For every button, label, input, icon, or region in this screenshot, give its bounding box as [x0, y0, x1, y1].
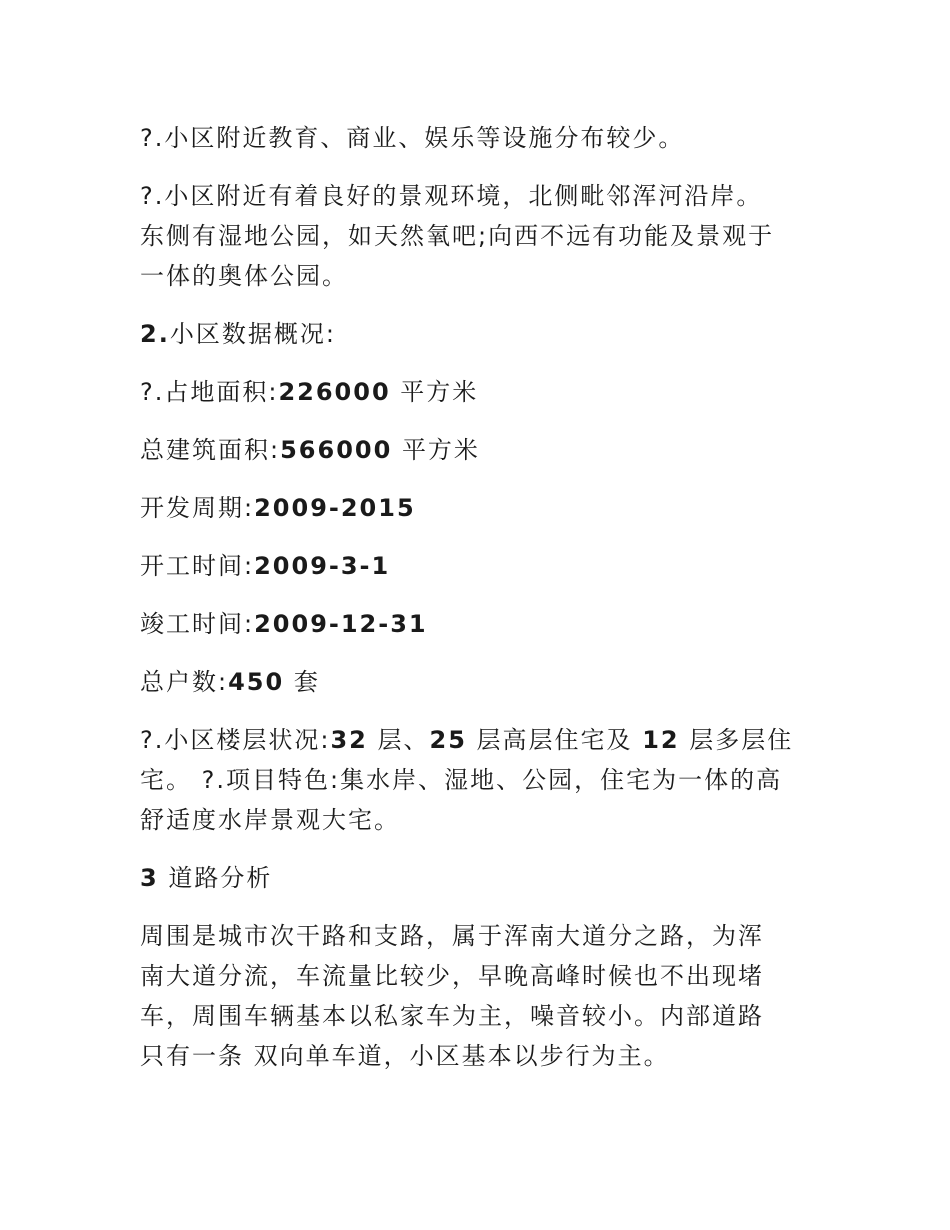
- floors-paragraph: [140, 720, 820, 840]
- households-row: [140, 662, 820, 702]
- facility-text: ?.小区附近教育、商业、娱乐等设施分布较少。: [140, 124, 685, 152]
- section-2-number: 2.: [140, 320, 170, 348]
- households-label: 总户数:: [140, 668, 229, 696]
- road-paragraph: [140, 916, 820, 1076]
- floors-count-1: 32: [330, 726, 368, 754]
- land-area-unit: 平方米: [400, 378, 479, 406]
- road-line-3: 车，周围车辆基本以私家车为主，噪音较小。内部道路: [140, 1002, 764, 1030]
- dev-cycle-value: 2009-2015: [254, 494, 416, 522]
- households-unit: 套: [293, 668, 320, 696]
- floors-label: ?.小区楼层状况:: [140, 726, 331, 754]
- landscape-line-2: 东侧有湿地公园，如天然氧吧;向西不远有功能及景观于: [140, 222, 775, 250]
- road-line-4: 只有一条 双向单车道，小区基本以步行为主。: [140, 1042, 670, 1070]
- section-3-title: 道路分析: [168, 864, 273, 892]
- floors-count-3: 12: [642, 726, 680, 754]
- section-2-heading: [140, 314, 820, 354]
- floors-text-1: 层、: [377, 726, 430, 754]
- households-value: 450: [228, 668, 285, 696]
- end-date-label: 竣工时间:: [140, 610, 255, 638]
- floors-text-3: 层多层住: [689, 726, 794, 754]
- floors-line-3: 舒适度水岸景观大宅。: [140, 806, 400, 834]
- land-area-value: 226000: [278, 378, 391, 406]
- land-area-label: ?.占地面积:: [140, 378, 279, 406]
- document-page: [140, 118, 820, 1094]
- start-date-row: [140, 546, 820, 586]
- floors-line-2: 宅。 ?.项目特色:集水岸、湿地、公园，住宅为一体的高: [140, 766, 783, 794]
- building-area-row: [140, 430, 820, 470]
- dev-cycle-row: [140, 488, 820, 528]
- section-2-title: 小区数据概况:: [169, 320, 336, 348]
- start-date-value: 2009-3-1: [254, 552, 391, 580]
- floors-line-1: [140, 720, 820, 760]
- start-date-label: 开工时间:: [140, 552, 255, 580]
- building-area-unit: 平方米: [401, 436, 480, 464]
- section-3-heading: [140, 858, 820, 898]
- road-line-1: 周围是城市次干路和支路，属于浑南大道分之路，为浑: [140, 922, 764, 950]
- landscape-paragraph: [140, 176, 820, 296]
- road-line-2: 南大道分流，车流量比较少，早晚高峰时候也不出现堵: [140, 962, 764, 990]
- dev-cycle-label: 开发周期:: [140, 494, 255, 522]
- landscape-line-1: ?.小区附近有着良好的景观环境，北侧毗邻浑河沿岸。: [140, 182, 763, 210]
- end-date-row: [140, 604, 820, 644]
- land-area-row: [140, 372, 820, 412]
- floors-text-2: 层高层住宅及: [476, 726, 633, 754]
- building-area-label: 总建筑面积:: [140, 436, 281, 464]
- section-3-number: 3: [140, 864, 159, 892]
- landscape-line-3: 一体的奥体公园。: [140, 262, 348, 290]
- end-date-value: 2009-12-31: [254, 610, 428, 638]
- building-area-value: 566000: [280, 436, 393, 464]
- floors-count-2: 25: [429, 726, 467, 754]
- facility-paragraph: [140, 118, 820, 158]
